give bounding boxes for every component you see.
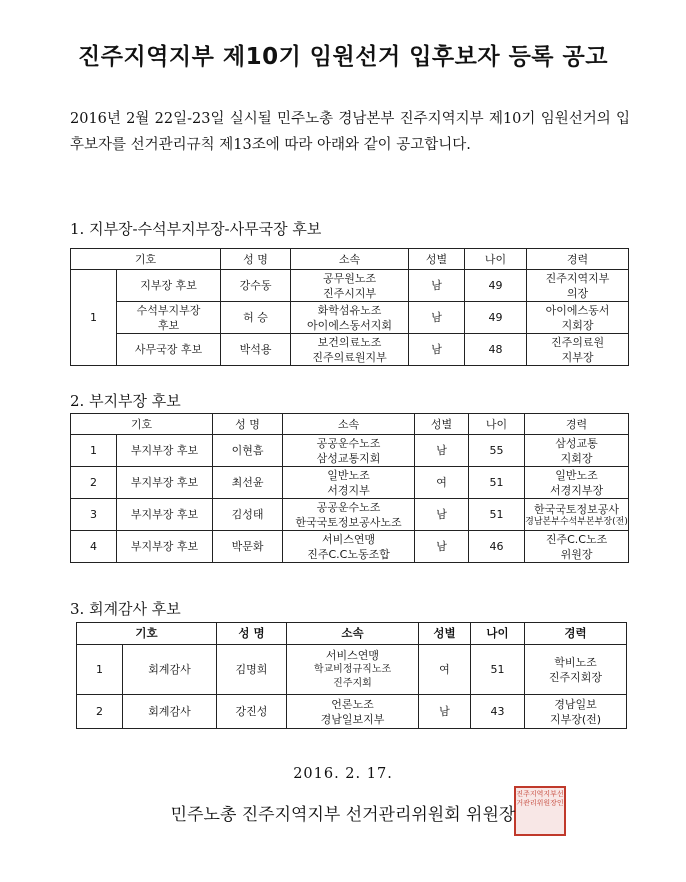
header-no: 기호 — [77, 623, 217, 645]
candidate-affiliation: 공공운수노조 삼성교통지회 — [283, 435, 415, 467]
table-row — [77, 695, 627, 729]
table-header-row — [71, 249, 629, 270]
candidate-position: 부지부장 후보 — [117, 499, 213, 531]
candidate-position: 회계감사 — [123, 645, 217, 695]
candidate-gender: 남 — [415, 531, 469, 563]
header-age: 나이 — [465, 249, 527, 270]
candidate-name: 최선윤 — [213, 467, 283, 499]
candidate-age: 46 — [469, 531, 525, 563]
candidate-number: 2 — [77, 695, 123, 729]
header-gender: 성별 — [415, 414, 469, 435]
section-2-title: 2. 부지부장 후보 — [70, 392, 181, 410]
candidate-gender: 남 — [415, 499, 469, 531]
header-career: 경력 — [527, 249, 629, 270]
header-gender: 성별 — [409, 249, 465, 270]
career-line: 경남본부수석부본부장(전) — [525, 516, 628, 527]
header-career: 경력 — [525, 623, 627, 645]
candidate-affiliation: 보건의료노조 진주의료원지부 — [291, 334, 409, 366]
header-name: 성 명 — [217, 623, 287, 645]
candidate-career: 진주지역지부 의장 — [527, 270, 629, 302]
header-name: 성 명 — [221, 249, 291, 270]
header-affil: 소속 — [283, 414, 415, 435]
table-header-row — [77, 623, 627, 645]
candidate-career: 학비노조 진주지회장 — [525, 645, 627, 695]
header-name: 성 명 — [213, 414, 283, 435]
section-1-table — [70, 248, 629, 366]
candidate-age: 51 — [469, 499, 525, 531]
candidate-name: 허 승 — [221, 302, 291, 334]
candidate-gender: 남 — [409, 270, 465, 302]
table-row — [71, 467, 629, 499]
candidate-gender: 여 — [419, 645, 471, 695]
intro-paragraph: 2016년 2월 22일-23일 실시될 민주노총 경남본부 진주지역지부 제10기 임원선거의 입후보자를 선거관리규칙 제13조에 따라 아래와 같이 공고합니다. — [70, 111, 630, 153]
candidate-affiliation: 공무원노조 진주시지부 — [291, 270, 409, 302]
header-gender: 성별 — [419, 623, 471, 645]
affiliation-line: 학교비정규직노조 — [313, 664, 392, 675]
candidate-age: 51 — [471, 645, 525, 695]
header-affil: 소속 — [287, 623, 419, 645]
candidate-affiliation: 공공운수노조 한국국토정보공사노조 — [283, 499, 415, 531]
header-career: 경력 — [525, 414, 629, 435]
seal-text: 진주지역지부선거관리위원장인 — [516, 790, 564, 807]
section-3-title: 3. 회계감사 후보 — [70, 600, 181, 618]
candidate-name: 강진성 — [217, 695, 287, 729]
issue-date: 2016. 2. 17. — [293, 766, 393, 782]
header-no: 기호 — [71, 414, 213, 435]
candidate-name: 박문화 — [213, 531, 283, 563]
header-no: 기호 — [71, 249, 221, 270]
candidate-position: 회계감사 — [123, 695, 217, 729]
candidate-career: 일반노조 서경지부장 — [525, 467, 629, 499]
candidate-affiliation — [287, 645, 419, 695]
section-2-table — [70, 413, 629, 563]
candidate-gender: 남 — [409, 334, 465, 366]
candidate-gender: 남 — [415, 435, 469, 467]
candidate-career: 진주의료원 지부장 — [527, 334, 629, 366]
candidate-number: 1 — [71, 270, 117, 366]
header-age: 나이 — [469, 414, 525, 435]
candidate-position: 지부장 후보 — [117, 270, 221, 302]
candidate-name: 김명희 — [217, 645, 287, 695]
candidate-career: 경남일보 지부장(전) — [525, 695, 627, 729]
candidate-number: 1 — [77, 645, 123, 695]
table-row — [71, 499, 629, 531]
candidate-career: 아이에스동서 지회장 — [527, 302, 629, 334]
candidate-affiliation: 서비스연맹 진주C.C노동조합 — [283, 531, 415, 563]
career-line: 한국국토정보공사 — [534, 502, 620, 516]
candidate-position: 수석부지부장 후보 — [117, 302, 221, 334]
table-row — [77, 645, 627, 695]
candidate-career: 진주C.C노조 위원장 — [525, 531, 629, 563]
candidate-name: 김성태 — [213, 499, 283, 531]
candidate-name: 이현흠 — [213, 435, 283, 467]
candidate-position: 부지부장 후보 — [117, 531, 213, 563]
candidate-gender: 여 — [415, 467, 469, 499]
candidate-number: 1 — [71, 435, 117, 467]
candidate-position: 사무국장 후보 — [117, 334, 221, 366]
candidate-number: 4 — [71, 531, 117, 563]
candidate-age: 51 — [469, 467, 525, 499]
candidate-gender: 남 — [419, 695, 471, 729]
table-header-row — [71, 414, 629, 435]
candidate-career: 삼성교통 지회장 — [525, 435, 629, 467]
signature-line: 민주노총 진주지역지부 선거관리위원회 위원장 — [170, 805, 516, 825]
table-row — [71, 531, 629, 563]
candidate-position: 부지부장 후보 — [117, 467, 213, 499]
section-3-table — [76, 622, 627, 729]
candidate-age: 49 — [465, 270, 527, 302]
candidate-age: 48 — [465, 334, 527, 366]
document-title: 진주지역지부 제10기 임원선거 입후보자 등록 공고 — [78, 44, 608, 70]
candidate-name: 강수동 — [221, 270, 291, 302]
table-row — [71, 270, 629, 302]
candidate-position: 부지부장 후보 — [117, 435, 213, 467]
candidate-name: 박석용 — [221, 334, 291, 366]
candidate-number: 3 — [71, 499, 117, 531]
candidate-age: 43 — [471, 695, 525, 729]
table-row — [71, 302, 629, 334]
candidate-gender: 남 — [409, 302, 465, 334]
candidate-age: 49 — [465, 302, 527, 334]
candidate-number: 2 — [71, 467, 117, 499]
header-age: 나이 — [471, 623, 525, 645]
section-1-title: 1. 지부장-수석부지부장-사무국장 후보 — [70, 220, 322, 238]
candidate-affiliation: 일반노조 서경지부 — [283, 467, 415, 499]
candidate-career — [525, 499, 629, 531]
candidate-affiliation: 언론노조 경남일보지부 — [287, 695, 419, 729]
affiliation-line: 서비스연맹 — [325, 649, 380, 662]
candidate-affiliation: 화학섬유노조 아이에스동서지회 — [291, 302, 409, 334]
table-row — [71, 334, 629, 366]
affiliation-line: 진주지회 — [333, 678, 372, 689]
candidate-age: 55 — [469, 435, 525, 467]
header-affil: 소속 — [291, 249, 409, 270]
table-row — [71, 435, 629, 467]
